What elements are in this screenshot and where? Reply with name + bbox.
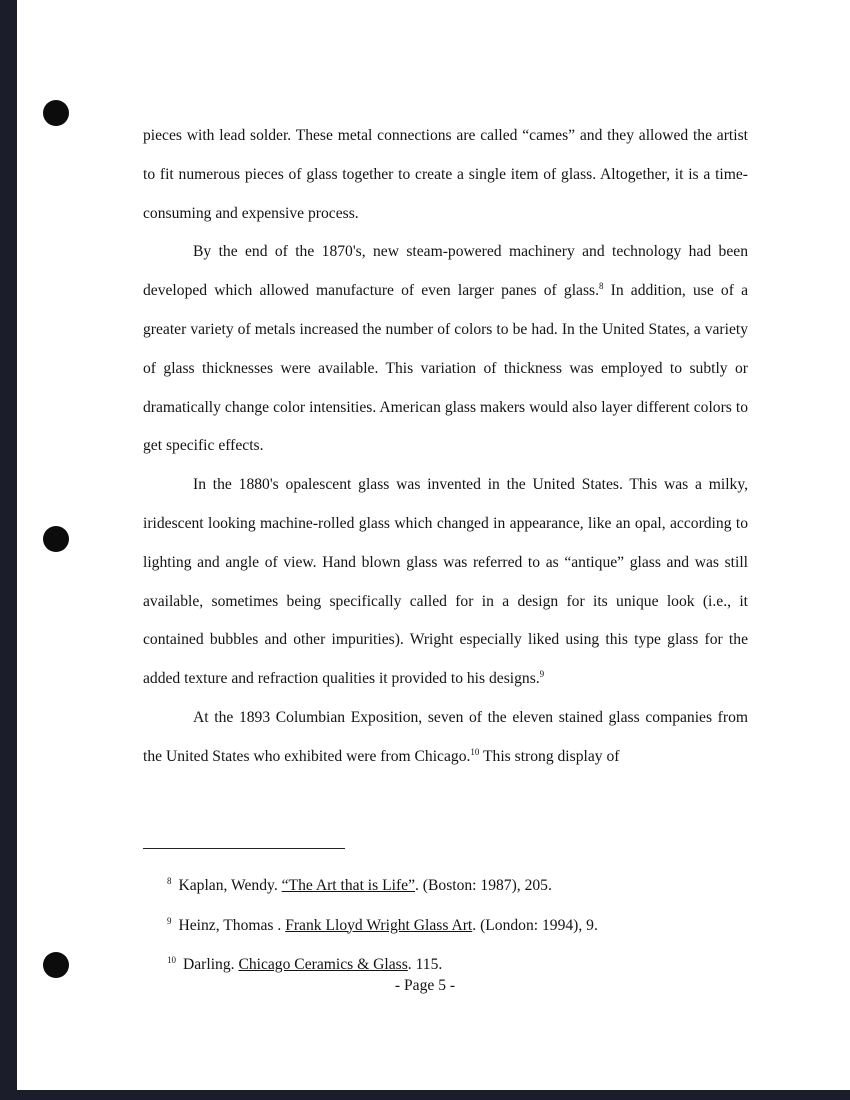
footnote-author: Kaplan, Wendy. bbox=[178, 877, 282, 894]
footnote-number: 9 bbox=[167, 915, 172, 926]
punch-hole-bottom bbox=[43, 952, 69, 978]
footnote-title: “The Art that is Life” bbox=[281, 877, 415, 894]
footnote-9 bbox=[167, 904, 747, 944]
footnote-title: Frank Lloyd Wright Glass Art bbox=[285, 916, 473, 934]
body-text bbox=[143, 117, 748, 777]
footnote-number: 8 bbox=[167, 876, 172, 886]
scan-left-border bbox=[0, 0, 17, 1100]
page-number: - Page 5 - bbox=[394, 977, 456, 994]
footnote-author: Darling. bbox=[183, 956, 239, 973]
footnote-ref-9: 9 bbox=[539, 669, 545, 680]
footnote-ref-8: 8 bbox=[599, 281, 604, 292]
paragraph-2 bbox=[143, 233, 748, 466]
paragraph-4 bbox=[143, 699, 748, 777]
scan-bottom-border bbox=[0, 1090, 850, 1100]
paragraph-3-text: In the 1880's opalescent glass was invented in the United States. This was a milky, iridescent looking machine-rolled glass which changed in appearance, like an opal, according to lighting and angle of view. Hand blown glass was referred to as “antique” glass and was still available, sometimes being specifically called for in a design for its unique look (i.e., it contained bubbles and other impurities). Wright especially liked using this type glass for the added texture and refraction qualities it provided to his designs. bbox=[143, 476, 748, 688]
punch-hole-middle bbox=[43, 526, 69, 552]
punch-hole-top bbox=[43, 100, 69, 126]
footnote-citation: . (Boston: 1987), 205. bbox=[415, 877, 552, 894]
footnotes bbox=[167, 864, 747, 983]
footnote-citation: . (London: 1994), 9. bbox=[472, 916, 598, 934]
footnote-8 bbox=[167, 864, 747, 904]
paragraph-2-text-b: In addition, use of a greater variety of metals increased the number of colors to be had. In the United States, a variety of glass thicknesses were available. This variation of thickness was employed to subtly or dramatically change color intensities. American glass makers would also layer different colors to get specific effects. bbox=[143, 282, 748, 455]
paragraph-4-text-a: At the 1893 Columbian Exposition, seven of the eleven stained glass companies from the United States who exhibited were from Chicago. bbox=[143, 708, 748, 765]
footnote-citation: . 115. bbox=[407, 956, 443, 973]
paragraph-1-text: pieces with lead solder. These metal connections are called “cames” and they allowed the artist to fit numerous pieces of glass together to create a single item of glass. Altogether, it is a time-consuming and expensive process. bbox=[143, 127, 748, 222]
footnote-title: Chicago Ceramics & Glass bbox=[238, 956, 408, 973]
footnote-number: 10 bbox=[167, 955, 176, 965]
paragraph-3 bbox=[143, 466, 748, 699]
paragraph-4-text-b: This strong display of bbox=[479, 747, 620, 765]
footnote-ref-10: 10 bbox=[470, 746, 480, 757]
paragraph-1 bbox=[143, 117, 748, 233]
footnote-author: Heinz, Thomas . bbox=[178, 916, 286, 934]
footnote-separator bbox=[143, 848, 345, 849]
paragraph-2-text-a: By the end of the 1870's, new steam-powered machinery and technology had been developed which allowed manufacture of even larger panes of glass. bbox=[143, 243, 748, 300]
